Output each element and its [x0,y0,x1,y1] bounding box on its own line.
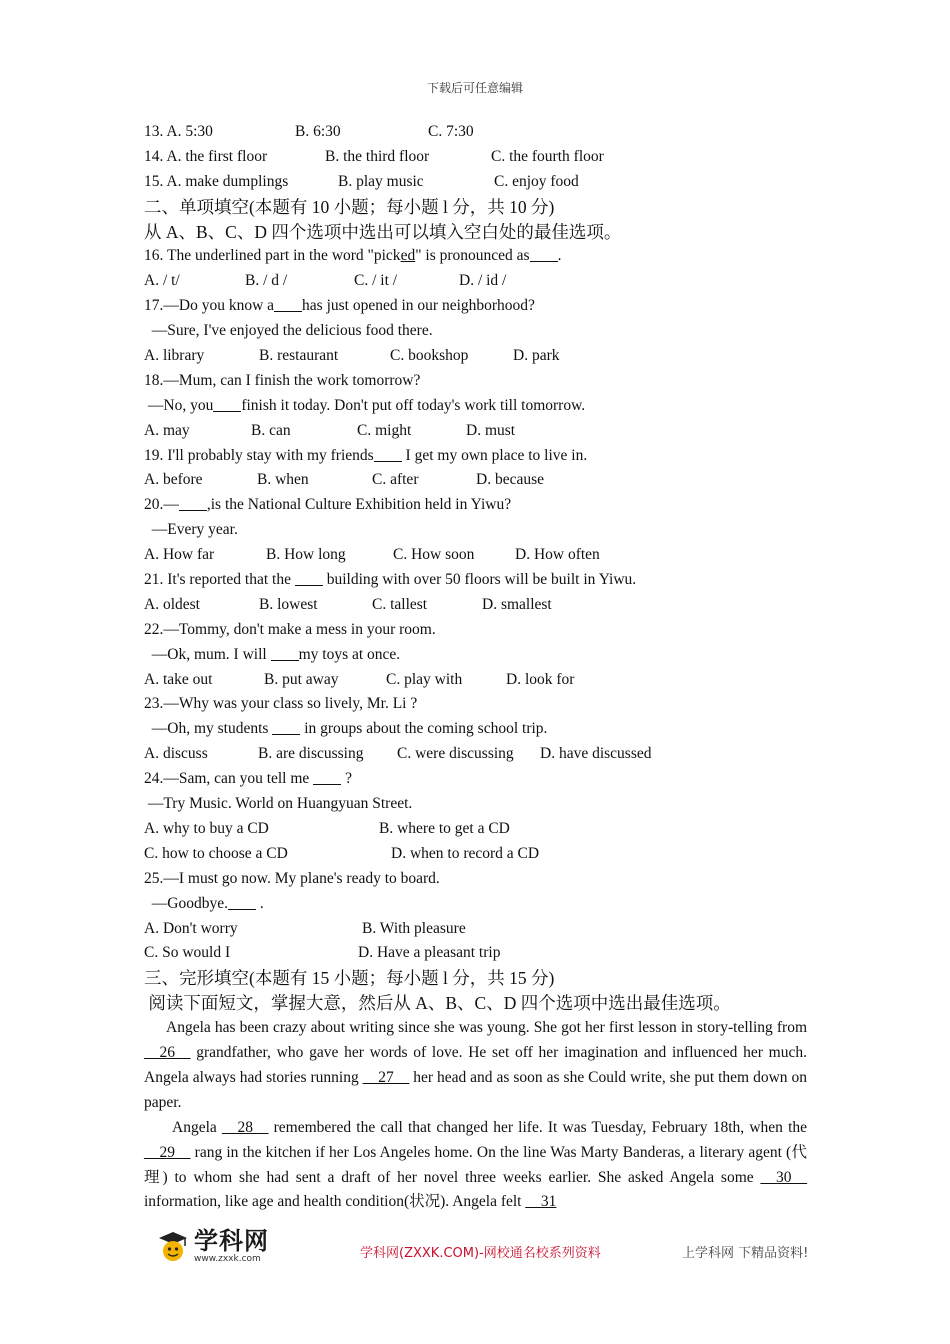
q22-options [144,668,807,693]
q25-stem-pre: —Goodbye. [144,894,228,912]
cloze-blank-30: __30__ [760,1168,808,1186]
section-2-instruction: 从 A、B、C、D 四个选项中选出可以填入空白处的最佳选项。 [144,221,622,242]
q16-stem-end: . [557,247,562,265]
q21-stem-post: building with over 50 floors will be built in Yiwu. [322,571,637,589]
q19-stem-post: I get my own place to live in. [401,446,588,464]
passage-text: grandfather, who gave her words of love. He set off her imagination and influenced her much. Angela always had stories running [144,1043,807,1086]
q18-option-a: A. may [144,421,190,439]
q15-option-b: B. play music [338,172,424,190]
q22-option-b: B. put away [264,670,339,688]
q19-option-b: B. when [257,471,309,489]
q23-option-a: A. discuss [144,745,208,763]
q17-blank [274,297,302,312]
q22-stem-pre: —Ok, mum. I will [144,645,271,663]
passage-text: information, like age and health condition(状况). Angela felt [144,1193,522,1211]
q22-option-c: C. play with [386,670,463,688]
question-18: 18.—Mum, can I finish the work tomorrow? [144,371,421,389]
q18-options [144,419,807,444]
q21-stem-pre: 21. It's reported that the [144,571,295,589]
q17-option-d: D. park [513,347,560,365]
footer-center-text: 学科网(ZXXK.COM)-网校通名校系列资料 [360,1246,601,1261]
q20-option-b: B. How long [266,546,346,564]
q16-options [144,269,807,294]
passage-text: Angela has been crazy about writing since she was young. She got her first lesson in story-telling from [166,1019,807,1037]
q20-options [144,543,807,568]
section-2-title: 二、单项填空(本题有 10 小题；每小题 l 分，共 10 分) [144,196,555,217]
q20-option-c: C. How soon [393,546,475,564]
q16-option-b: B. / d / [245,272,288,290]
q13-option-c: C. 7:30 [428,123,474,140]
q15-option-c: C. enjoy food [494,172,579,190]
q14-option-b: B. the third floor [325,147,430,165]
cloze-blank-29: __29__ [144,1143,191,1161]
q20-reply: —Every year. [144,521,238,539]
question-13 [144,120,807,145]
q21-blank [295,571,323,586]
q19-stem-pre: 19. I'll probably stay with my friends [144,446,374,464]
question-20 [144,493,807,518]
question-15 [144,170,807,195]
q19-option-d: D. because [476,471,544,489]
question-22: 22.—Tommy, don't make a mess in your room. [144,620,436,638]
q17-options [144,344,807,369]
q21-option-c: C. tallest [372,595,428,613]
q18-stem-pre: —No, you [144,396,214,414]
q16-stem-pre: 16. The underlined part in the word "pick [144,247,401,265]
q25-option-b: B. With pleasure [362,919,466,937]
q24-options-ab [144,817,807,842]
q14-option-c: C. the fourth floor [491,147,604,165]
exam-content [144,120,807,1215]
passage-text: Angela [172,1118,217,1136]
question-24 [144,767,807,792]
q25-stem-post: . [255,894,264,912]
q17-reply: —Sure, I've enjoyed the delicious food there. [144,322,433,340]
q20-option-d: D. How often [515,546,600,564]
q18-option-d: D. must [466,421,516,439]
q22-blank [271,646,299,661]
q20-option-a: A. How far [144,546,215,564]
question-23: 23.—Why was your class so lively, Mr. Li ? [144,695,418,713]
q17-stem-post: has just opened in our neighborhood? [302,297,535,315]
question-25: 25.—I must go now. My plane's ready to board. [144,869,440,887]
page-footer [0,1228,950,1268]
q23-option-c: C. were discussing [397,745,514,763]
q17-option-c: C. bookshop [390,347,469,365]
q19-option-c: C. after [372,471,419,489]
logo-name: 学科网 [194,1227,269,1255]
logo-url: www.zxxk.com [194,1254,261,1264]
zxxk-logo [156,1228,269,1264]
q18-option-c: C. might [357,421,412,439]
q24-option-a: A. why to buy a CD [144,819,269,837]
q24-option-d: D. when to record a CD [391,844,540,862]
q22-option-d: D. look for [506,670,575,688]
q23-option-d: D. have discussed [540,745,652,763]
q23-option-b: B. are discussing [258,745,364,763]
q23-stem-pre: —Oh, my students [144,720,273,738]
q16-option-d: D. / id / [459,272,507,290]
cloze-blank-26: __26__ [144,1043,191,1061]
passage-text: rang in the kitchen if her Los Angeles home. On the line Was Marty Banderas, a literary agent (代理) to whom she had sent a draft of her novel three weeks earlier. She asked Angela some [144,1143,807,1186]
q24-stem-post: ? [341,770,352,788]
q19-options [144,468,807,493]
q24-stem-pre: 24.—Sam, can you tell me [144,770,314,788]
cloze-blank-31: __31 [525,1193,557,1211]
q21-option-a: A. oldest [144,595,200,613]
q16-option-c: C. / it / [354,272,398,290]
q17-stem-pre: 17.—Do you know a [144,297,275,315]
q24-blank [313,770,341,785]
q13-option-b: B. 6:30 [295,123,341,140]
q25-option-c: C. So would I [144,944,231,962]
question-21 [144,568,807,593]
q22-stem-post: my toys at once. [298,645,401,663]
q20-stem-post: ,is the National Culture Exhibition held in Yiwu? [206,496,512,514]
cloze-blank-28: __28__ [221,1118,269,1136]
passage-text: her head and as soon as she Could write, she put them down on paper. [144,1068,807,1111]
question-16 [144,244,807,269]
cloze-paragraph-2 [144,1116,807,1216]
question-19 [144,444,807,469]
q25-option-a: A. Don't worry [144,919,238,937]
question-14 [144,145,807,170]
q22-option-a: A. take out [144,670,213,688]
q21-option-d: D. smallest [482,595,552,613]
q19-option-a: A. before [144,471,203,489]
cloze-paragraph-1 [144,1016,807,1116]
q25-options-ab [144,917,807,942]
q24-reply: —Try Music. World on Huangyuan Street. [144,795,413,813]
q21-option-b: B. lowest [259,595,318,613]
q17-option-a: A. library [144,347,205,365]
q16-option-a: A. / t/ [144,272,180,290]
q24-options-cd [144,842,807,867]
q14-option-a: 14. A. the first floor [144,147,268,165]
mortarboard-mascot-icon [156,1229,190,1263]
q23-options [144,742,807,767]
q24-option-b: B. where to get a CD [379,819,510,837]
q23-stem-post: in groups about the coming school trip. [300,720,548,738]
q23-blank [272,720,300,735]
q21-options [144,593,807,618]
q25-reply [144,892,807,917]
footer-right-text: 上学科网 下精品资料! [682,1246,809,1261]
q25-option-d: D. Have a pleasant trip [358,944,501,962]
cloze-blank-27: __27__ [362,1068,410,1086]
passage-text: remembered the call that changed her life. It was Tuesday, February 18th, when the [273,1118,808,1136]
q18-option-b: B. can [251,421,291,439]
q25-blank [228,895,256,910]
q20-blank [179,496,207,511]
q16-underlined-part: ed [400,247,416,265]
q20-stem-pre: 20.— [144,496,179,514]
q18-stem-post: finish it today. Don't put off today's work till tomorrow. [241,396,586,414]
q25-options-cd [144,941,807,966]
q16-stem-post: " is pronounced as [415,247,530,265]
q23-reply [144,717,807,742]
q18-blank [213,397,241,412]
question-17 [144,294,807,319]
q15-option-a: 15. A. make dumplings [144,172,289,190]
section-3-instruction: 阅读下面短文，掌握大意，然后从 A、B、C、D 四个选项中选出最佳选项。 [144,993,731,1014]
q24-option-c: C. how to choose a CD [144,844,288,862]
section-3-title: 三、完形填空(本题有 15 小题；每小题 l 分，共 15 分) [144,968,555,989]
q17-option-b: B. restaurant [259,347,339,365]
header-note: 下载后可任意编辑 [426,81,523,95]
q19-blank [374,447,402,462]
q18-reply [144,394,807,419]
q13-option-a: 13. A. 5:30 [144,123,213,140]
q22-reply [144,643,807,668]
q16-blank [530,247,558,262]
